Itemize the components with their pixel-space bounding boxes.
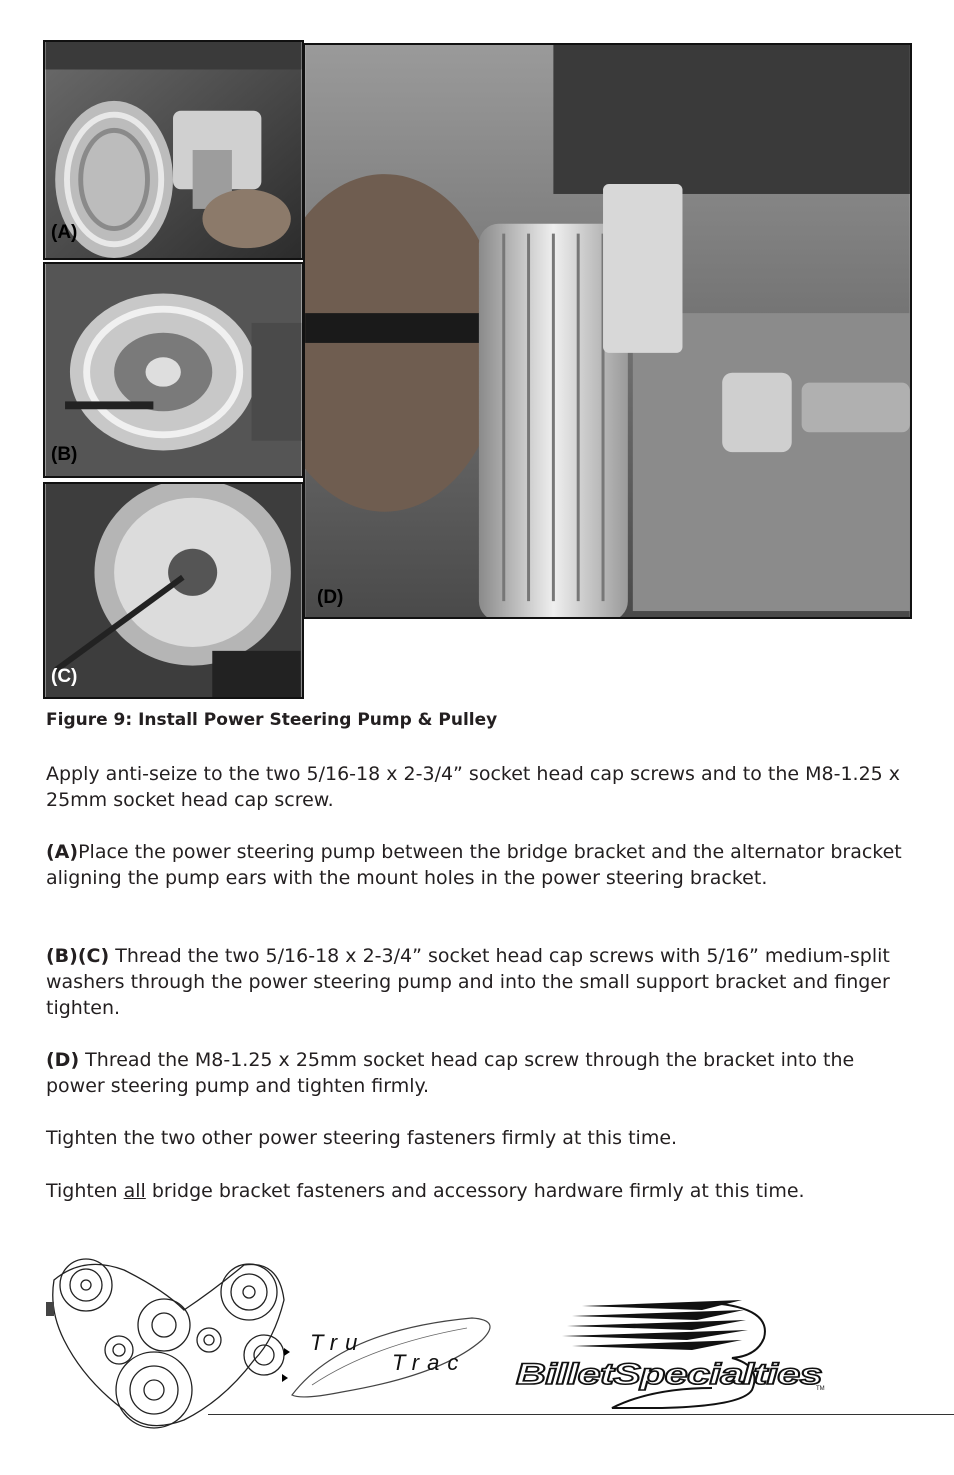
trutrac-logo bbox=[282, 1300, 512, 1410]
tighten-all-after: bridge bracket fasteners and accessory hardware firmly at this time. bbox=[145, 1180, 805, 1202]
trademark-mark: TM bbox=[816, 1386, 825, 1392]
billet-specialties-text: BilletSpecialties bbox=[516, 1358, 822, 1391]
tighten-ps-text: Tighten the two other power steering fasteners firmly at this time. bbox=[46, 1127, 678, 1149]
figure-caption: Figure 9: Install Power Steering Pump & Pulley bbox=[46, 710, 498, 730]
photo-b-label: (B) bbox=[51, 444, 78, 465]
trutrac-bottom-text: Trac bbox=[392, 1350, 467, 1375]
paragraph-tighten-all bbox=[46, 1178, 916, 1204]
paragraph-step-a bbox=[46, 839, 916, 891]
paragraph-antiseize bbox=[46, 761, 916, 813]
billet-specialties-logo bbox=[512, 1298, 832, 1410]
paragraph-step-bc bbox=[46, 943, 916, 1021]
step-bc-lead: (B)(C) bbox=[46, 945, 110, 967]
footer-rule bbox=[208, 1414, 954, 1415]
photo-d-label: (D) bbox=[317, 587, 344, 608]
step-a-text: Place the power steering pump between the bridge bracket and the alternator bracket aligning the pump ears with the mount holes in the power steering bracket. bbox=[46, 841, 902, 889]
tighten-all-underline: all bbox=[123, 1180, 146, 1202]
photo-c-image bbox=[45, 484, 302, 697]
paragraph-antiseize-text: Apply anti-seize to the two 5/16-18 x 2-3/4” socket head cap screws and to the M8-1.25 x 25mm socket head cap screw. bbox=[46, 763, 901, 811]
photo-d-image bbox=[305, 45, 910, 617]
step-d-text: Thread the M8-1.25 x 25mm socket head cap screw through the bracket into the power steering pump and tighten firmly. bbox=[46, 1049, 855, 1097]
step-d-lead: (D) bbox=[46, 1049, 80, 1071]
step-a-lead: (A) bbox=[46, 841, 79, 863]
engine-pulley-drawing bbox=[44, 1250, 294, 1435]
paragraph-step-d bbox=[46, 1047, 916, 1099]
paragraph-tighten-ps bbox=[46, 1125, 916, 1151]
tighten-all-before: Tighten bbox=[46, 1180, 124, 1202]
photo-c bbox=[43, 482, 304, 699]
photo-a-image bbox=[45, 42, 302, 258]
photo-a bbox=[43, 40, 304, 260]
photo-b bbox=[43, 262, 304, 478]
trutrac-top-text: Tru bbox=[310, 1330, 366, 1355]
photo-a-label: (A) bbox=[51, 222, 78, 243]
photo-c-label: (C) bbox=[51, 666, 78, 687]
step-bc-text: Thread the two 5/16-18 x 2-3/4” socket head cap screws with 5/16” medium-split washers through the power steering pump and into the small support bracket and finger tighten. bbox=[46, 945, 890, 1019]
photo-d bbox=[303, 43, 912, 619]
photo-b-image bbox=[45, 264, 302, 476]
